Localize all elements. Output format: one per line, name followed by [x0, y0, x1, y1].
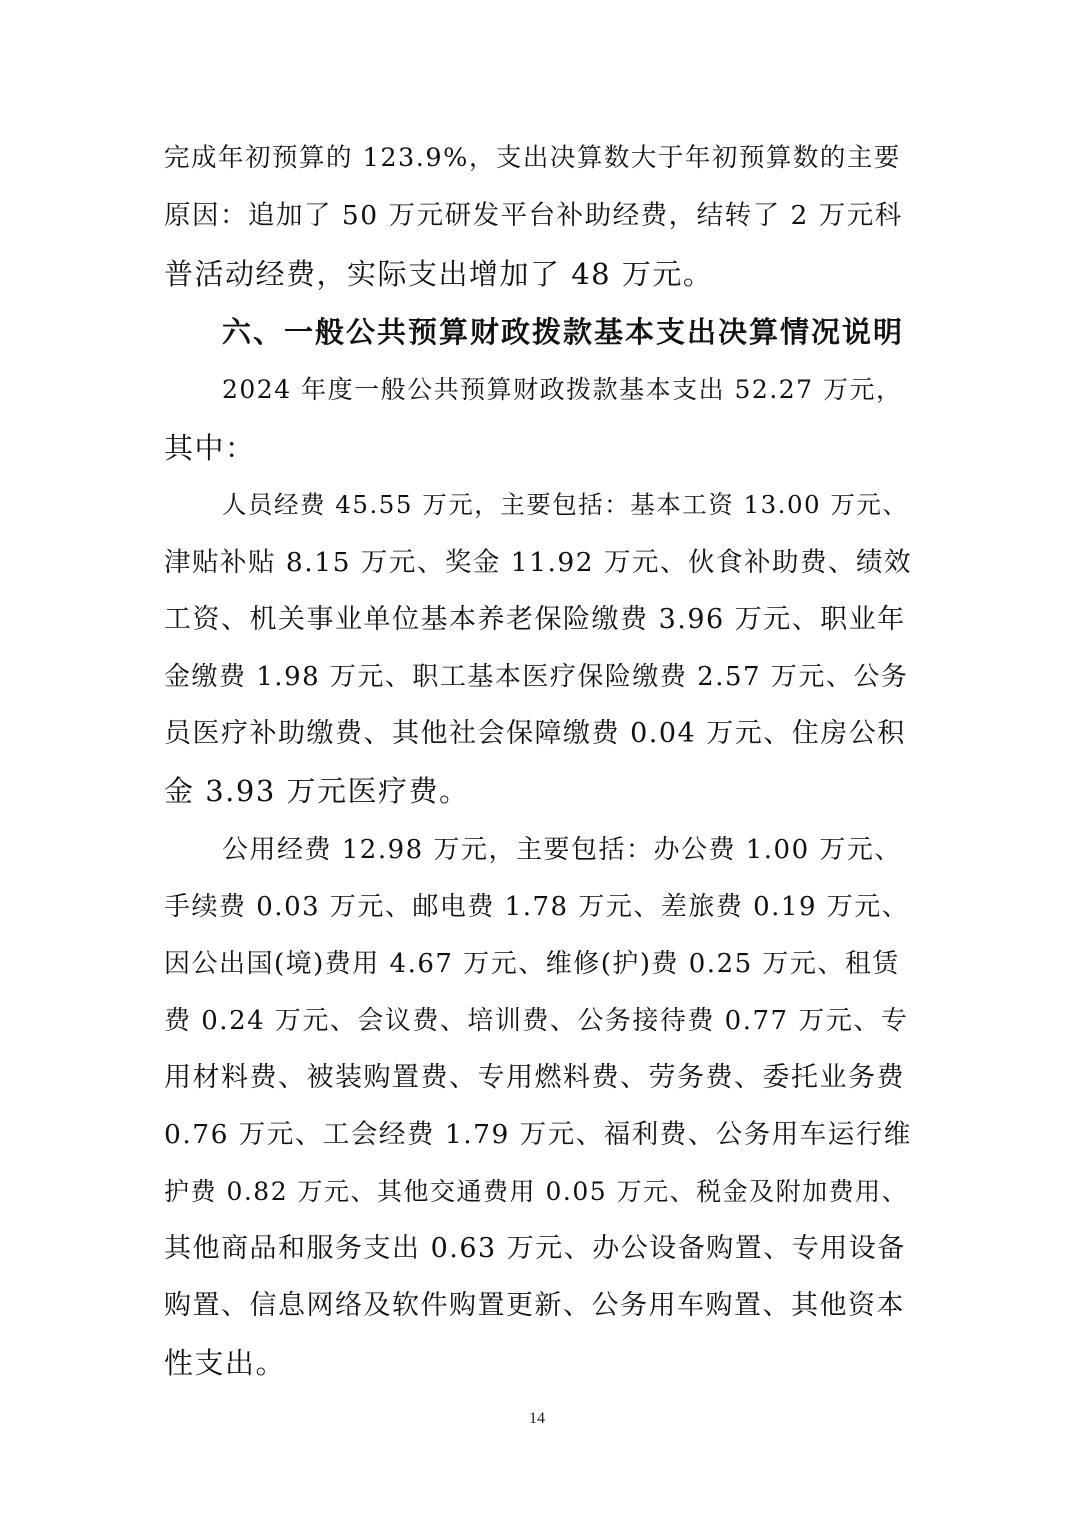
paragraph-line: 0.76 万元、工会经费 1.79 万元、福利费、公务用车运行维: [164, 1119, 912, 1150]
paragraph-line: 其他商品和服务支出 0.63 万元、办公设备购置、专用设备: [164, 1233, 906, 1264]
paragraph-line: 费 0.24 万元、会议费、培训费、公务接待费 0.77 万元、专: [164, 1006, 909, 1036]
paragraph-line: 手续费 0.03 万元、邮电费 1.78 万元、差旅费 0.19 万元、: [164, 892, 910, 922]
paragraph-line: 普活动经费，实际支出增加了 48 万元。: [164, 257, 714, 291]
paragraph-line: 公用经费 12.98 万元，主要包括：办公费 1.00 万元、: [222, 835, 902, 865]
paragraph-line: 金缴费 1.98 万元、职工基本医疗保险缴费 2.57 万元、公务: [164, 662, 909, 692]
section-heading: 六、一般公共预算财政拨款基本支出决算情况说明: [222, 315, 905, 349]
paragraph-line: 其中：: [164, 431, 256, 465]
page-number: 14: [529, 1410, 545, 1427]
paragraph-line: 原因：追加了 50 万元研发平台补助经费，结转了 2 万元科: [164, 200, 903, 231]
paragraph-line: 金 3.93 万元医疗费。: [164, 774, 470, 808]
paragraph-line: 性支出。: [164, 1346, 287, 1380]
paragraph-line: 2024 年度一般公共预算财政拨款基本支出 52.27 万元，: [222, 375, 903, 404]
paragraph-line: 完成年初预算的 123.9%，支出决算数大于年初预算数的主要: [164, 143, 901, 173]
paragraph-line: 人员经费 45.55 万元，主要包括：基本工资 13.00 万元、: [222, 490, 909, 519]
paragraph-line: 津贴补贴 8.15 万元、奖金 11.92 万元、伙食补助费、绩效: [164, 547, 913, 578]
paragraph-line: 用材料费、被装购置费、专用燃料费、劳务费、委托业务费: [164, 1062, 905, 1093]
paragraph-line: 护费 0.82 万元、其他交通费用 0.05 万元、税金及附加费用、: [164, 1177, 909, 1206]
paragraph-line: 购置、信息网络及软件购置更新、公务用车购置、其他资本: [164, 1290, 905, 1321]
paragraph-line: 工资、机关事业单位基本养老保险缴费 3.96 万元、职业年: [164, 604, 906, 635]
paragraph-line: 因公出国(境)费用 4.67 万元、维修(护)费 0.25 万元、租赁: [164, 949, 900, 979]
paragraph-line: 员医疗补助缴费、其他社会保障缴费 0.04 万元、住房公积: [164, 718, 906, 749]
